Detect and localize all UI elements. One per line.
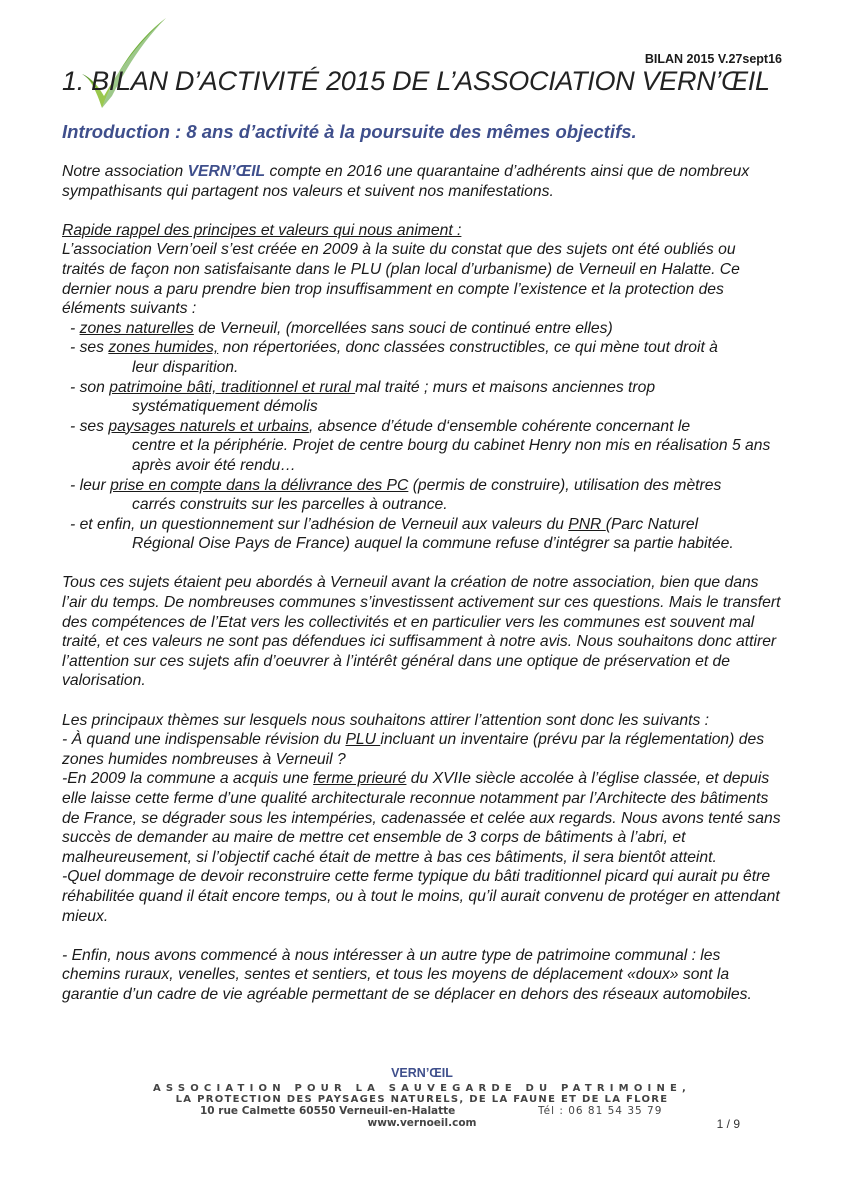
footer-association-name: VERN’ŒIL	[391, 1066, 453, 1080]
paragraph-association: Notre association VERN’ŒIL compte en 2016 une quarantaine d’adhérents ainsi que de nombreux sympathisants qui partagent nos valeurs et suivent nos manifestations.	[62, 163, 750, 200]
list-item-continuation: leur disparition.	[132, 358, 239, 376]
list-item-continuation: carrés construits sur les parcelles à outrance.	[132, 496, 448, 514]
introduction-heading: Introduction : 8 ans d’activité à la poursuite des mêmes objectifs.	[62, 121, 637, 142]
paragraph-chemins: - Enfin, nous avons commencé à nous intéresser à un autre type de patrimoine communal : les chemins ruraux, venelles, sentes et sentiers, et tous les moyens de déplacement «doux» sont la garantie d’un cadre de vie agréable permettant de se déplacer en dehors des réseaux automobiles.	[62, 946, 752, 1003]
theme-plu: - À quand une indispensable révision du PLU incluant un inventaire (prévu par la réglementation) des zones humides nombreuses à Verneuil ?	[62, 731, 765, 768]
list-item-continuation: Régional Oise Pays de France) auquel la commune refuse d’intégrer sa partie habitée.	[132, 535, 734, 553]
list-item-continuation: systématiquement démolis	[132, 398, 318, 416]
document-version: BILAN 2015 V.27sept16	[644, 52, 782, 66]
paragraph-context: Tous ces sujets étaient peu abordés à Verneuil avant la création de notre association, bien que dans l’air du temps. De nombreuses communes s’investissent activement sur ces questions. Mais le transfert des compétences de l’Etat vers les collectivités et en particulier vers les communes est souvent mal traité, et ces valeurs ne sont pas défendues ici suffisamment à notre avis. Nous souhaitons donc attirer l’attention sur ces sujets afin d’oeuvrer à l’intérêt général dans une optique de préservation et de valorisation.	[62, 574, 781, 690]
principles-heading: Rapide rappel des principes et valeurs qui nous animent :	[62, 221, 462, 239]
page-title: 1. BILAN D’ACTIVITÉ 2015 DE L’ASSOCIATION VERN’ŒIL	[62, 66, 770, 96]
brand-name: VERN’ŒIL	[187, 163, 266, 180]
list-item: - ses zones humides, non répertoriées, donc classées constructibles, ce qui mène tout droit à	[70, 339, 718, 357]
footer-website-link[interactable]: www.vernoeil.com	[367, 1117, 477, 1129]
footer-tagline-1: ASSOCIATION POUR LA SAUVEGARDE DU PATRIMOINE,	[152, 1083, 692, 1094]
footer-phone: Tél : 06 81 54 35 79	[538, 1105, 663, 1117]
list-item-continuation: centre et la périphérie. Projet de centre bourg du cabinet Henry non mis en réalisation 5 ans après avoir été rendu…	[132, 437, 771, 474]
list-item: - et enfin, un questionnement sur l’adhésion de Verneuil aux valeurs du PNR (Parc Naturel	[70, 515, 699, 533]
theme-dommage: -Quel dommage de devoir reconstruire cette ferme typique du bâti traditionnel picard qui aurait pu être réhabilitée quand il était encore temps, ou à tout le moins, qu’il aurait convenu de protéger en attendant mieux.	[62, 868, 780, 925]
footer-tagline-2: LA PROTECTION DES PAYSAGES NATURELS, DE LA FAUNE ET DE LA FLORE	[175, 1094, 669, 1105]
footer-address: 10 rue Calmette 60550 Verneuil-en-Halatte	[200, 1105, 456, 1117]
list-item: - zones naturelles de Verneuil, (morcellées sans souci de continué entre elles)	[70, 319, 613, 337]
document-body	[62, 162, 782, 1005]
themes-intro: Les principaux thèmes sur lesquels nous souhaitons attirer l’attention sont donc les suivants :	[62, 711, 710, 729]
list-item: - son patrimoine bâti, traditionnel et rural mal traité ; murs et maisons anciennes trop	[70, 378, 656, 396]
page-number: 1 / 9	[716, 1117, 740, 1131]
list-item: - ses paysages naturels et urbains, absence d’étude d‘ensemble cohérente concernant le	[70, 417, 691, 435]
theme-ferme-prieure: -En 2009 la commune a acquis une ferme prieuré du XVIIe siècle accolée à l’église classée, et depuis elle laisse cette ferme d’une qualité architecturale reconnue notamment par l’Architecte des bâtiments de France, se dégrader sous les intempéries, cadenassée et celée aux regards. Nous avons tenté sans succès de demander au maire de mettre cet ensemble de 3 corps de bâtiments à l’abri, et malheureusement, si l’objectif caché était de mettre à bas ces bâtiments, il sera bientôt atteint.	[62, 770, 781, 866]
list-item: - leur prise en compte dans la délivrance des PC (permis de construire), utilisation des mètres	[70, 476, 722, 494]
principles-text: L’association Vern’oeil s’est créée en 2009 à la suite du constat que des sujets ont été oubliés ou traités de façon non satisfaisante dans le PLU (plan local d’urbanisme) de Verneuil en Halatte. Ce dernier nous a paru prendre bien trop insuffisamment en compte l’existence et la protection des éléments suivants :	[62, 241, 740, 318]
